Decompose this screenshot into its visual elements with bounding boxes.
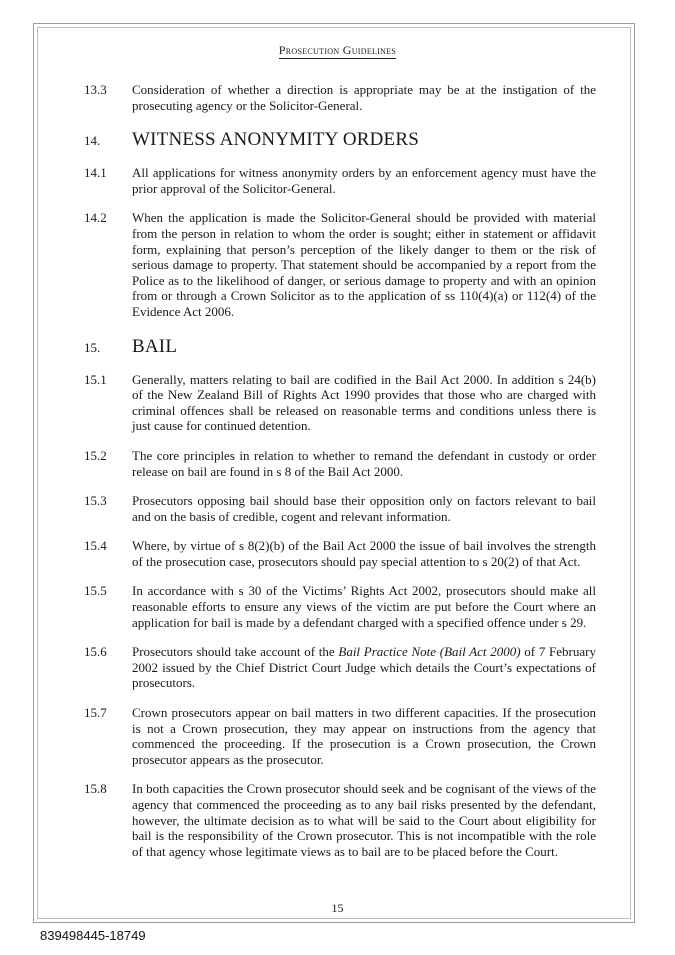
paragraph-15-4: 15.4 Where, by virtue of s 8(2)(b) of the Bail Act 2000 the issue of bail involves the strength of the prosecution case, prosecutors should pay special attention to s 20(2) of that Act. [84, 538, 596, 569]
paragraph-13-3: 13.3 Consideration of whether a direction is appropriate may be at the instigation of the prosecuting agency or the Solicitor-General. [84, 82, 596, 113]
paragraph-15-8: 15.8 In both capacities the Crown prosecutor should seek and be cognisant of the views of the agency that commenced the proceeding as to any bail risks presented by the defendant, however, the ultimate decision as to what will be said to the Court about eligibility for bail is the responsibility of the Crown prosecutor. This is not incompatible with the role of that agency whose legitimate views as to bail are to be placed before the Court. [84, 781, 596, 859]
paragraph-14-1: 14.1 All applications for witness anonymity orders by an enforcement agency must have the prior approval of the Solicitor-General. [84, 165, 596, 196]
section-heading-15: 15. BAIL [84, 335, 178, 357]
paragraph-14-2: 14.2 When the application is made the Solicitor-General should be provided with material from the person in relation to whom the order is sought; either in statement or affidavit form, explaining that person’s perception of the likely danger to them or the risk of serious damage to property. That statement should be accompanied by a report from the Police as to the likelihood of danger, or serious damage to property and with an opinion from or through a Crown Solicitor as to the application of ss 110(4)(a) or 112(4) of the Evidence Act 2006. [84, 210, 596, 319]
paragraph-15-6: 15.6 Prosecutors should take account of the Bail Practice Note (Bail Act 2000) of 7 February 2002 issued by the Chief District Court Judge which details the Court’s expectations of prosecutors. [84, 644, 596, 691]
paragraph-15-2: 15.2 The core principles in relation to whether to remand the defendant in custody or order release on bail are found in s 8 of the Bail Act 2000. [84, 447, 596, 479]
page-number: 15 [331, 901, 344, 915]
paragraph-15-3: 15.3 Prosecutors opposing bail should base their opposition only on factors relevant to bail and on the basis of credible, cogent and relevant information. [84, 493, 596, 524]
section-heading-14: 14. WITNESS ANONYMITY ORDERS [84, 129, 419, 151]
paragraph-15-7: 15.7 Crown prosecutors appear on bail matters in two different capacities. If the prosecution is not a Crown prosecution, they may appear on instructions from the agency that commenced the proceeding. If the prosecution is a Crown prosecution, the Crown prosecutor appears as the prosecutor. [84, 705, 596, 767]
practice-note-title: Bail Practice Note (Bail Act 2000) [338, 644, 521, 660]
document-id: 839498445-18749 [40, 928, 146, 943]
running-header: Prosecution Guidelines [278, 43, 397, 57]
paragraph-15-1: 15.1 Generally, matters relating to bail are codified in the Bail Act 2000. In addition s 24(b) of the New Zealand Bill of Rights Act 1990 provides that those who are charged with criminal offences shall be released on reasonable terms and conditions unless there is just cause for continued detention. [84, 371, 596, 434]
paragraph-15-5: 15.5 In accordance with s 30 of the Victims’ Rights Act 2002, prosecutors should make all reasonable efforts to ensure any views of the victim are put before the Court where an application for bail is made by a defendant charged with a specified offence under s 29. [84, 583, 596, 630]
document-body [84, 82, 596, 859]
